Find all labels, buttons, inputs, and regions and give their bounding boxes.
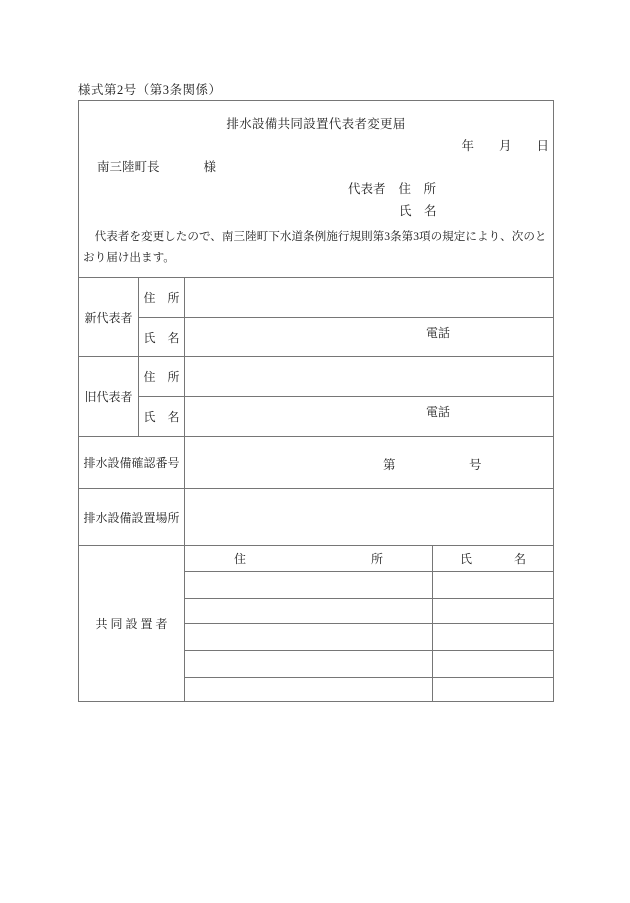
new-rep-name-label-cell: 氏 名 (139, 318, 185, 357)
new-rep-address-value-cell (185, 278, 554, 318)
joint-address-value-cell (185, 572, 433, 599)
joint-address-header-right: 所 (370, 552, 383, 566)
joint-name-header-left: 氏 (460, 552, 473, 566)
representative-label: 代表者 (348, 182, 386, 196)
joint-address-value-cell (185, 651, 433, 678)
date-line: 年 月 日 (461, 139, 549, 153)
representative-address-line (348, 179, 436, 197)
body-line-2: おり届け出ます。 (83, 250, 175, 264)
installation-location-label-cell: 排水設備設置場所 (79, 489, 185, 546)
confirmation-number-value-cell (185, 437, 554, 489)
joint-address-header-cell (185, 546, 433, 572)
old-rep-name-value-cell (185, 397, 554, 437)
joint-name-value-cell (433, 678, 554, 702)
form-header-section (79, 101, 554, 278)
addressee-name: 南三陸町長 (97, 160, 160, 174)
representative-name-label: 氏 名 (399, 204, 437, 218)
document-title: 排水設備共同設置代表者変更届 (226, 117, 406, 131)
joint-name-value-cell (433, 651, 554, 678)
new-rep-label-cell: 新代表者 (79, 278, 139, 357)
old-rep-name-label-cell: 氏 名 (139, 397, 185, 437)
joint-name-value-cell (433, 599, 554, 624)
new-rep-address-label-cell: 住 所 (139, 278, 185, 318)
number-prefix-label: 第 (383, 458, 396, 472)
joint-name-value-cell (433, 572, 554, 599)
new-rep-name-value-cell (185, 318, 554, 357)
representative-address-label: 住 所 (398, 182, 437, 196)
old-rep-label-cell: 旧代表者 (79, 357, 139, 437)
joint-address-value-cell (185, 678, 433, 702)
joint-installers-label-cell: 共 同 設 置 者 (79, 546, 185, 702)
addressee-honorific: 様 (203, 160, 217, 174)
number-suffix-label: 号 (469, 458, 482, 472)
installation-location-value-cell (185, 489, 554, 546)
addressee-line (97, 157, 216, 175)
old-rep-address-label-cell: 住 所 (139, 357, 185, 397)
joint-name-header-cell (433, 546, 554, 572)
form-number-label: 様式第2号（第3条関係） (78, 83, 222, 97)
joint-name-header-right: 名 (513, 552, 526, 566)
joint-name-value-cell (433, 624, 554, 651)
joint-address-value-cell (185, 599, 433, 624)
old-rep-phone-label: 電話 (426, 405, 451, 419)
form-table (78, 100, 554, 702)
body-line-1: 代表者を変更したので、南三陸町下水道条例施行規則第3条第3項の規定により、次のと (83, 230, 547, 243)
joint-address-header-left: 住 (234, 552, 247, 566)
old-rep-address-value-cell (185, 357, 554, 397)
confirmation-number-label-cell: 排水設備確認番号 (79, 437, 185, 489)
body-paragraph (83, 227, 549, 268)
joint-address-value-cell (185, 624, 433, 651)
new-rep-phone-label: 電話 (426, 326, 451, 340)
